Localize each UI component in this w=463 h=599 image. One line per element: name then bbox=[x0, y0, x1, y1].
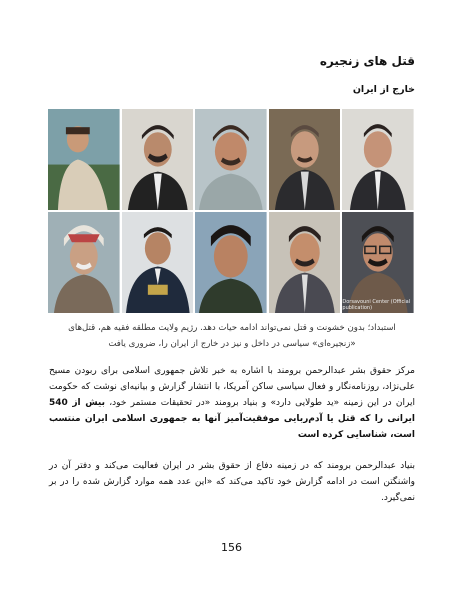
portrait-photo-5 bbox=[342, 109, 414, 210]
portrait-photo-10 bbox=[342, 212, 414, 313]
portrait-photo-7 bbox=[122, 212, 194, 313]
portrait-photo-6 bbox=[48, 212, 120, 313]
paragraph-1 bbox=[49, 363, 415, 443]
portrait-photo-4 bbox=[269, 109, 341, 210]
paragraph-1-bold-text: بیش از 540 ایرانی را که قتل یا آدم‌ربایی موفقیت‌آمیز آنها به جمهوری اسلامی ایران منتسب است، شناسایی کرده است bbox=[49, 398, 415, 440]
page-title: قتل های زنجیره bbox=[319, 54, 415, 68]
subtitle: خارج از ایران bbox=[352, 84, 415, 95]
portrait-photo-2 bbox=[122, 109, 194, 210]
paragraph-2: بنیاد عبدالرحمن برومند که در زمینه دفاع از حقوق بشر در ایران فعالیت می‌کند و دفتر آن در واشنگتن است در ادامه گزارش خود تاکید می‌کند که «این عدد همه موارد گزارش شده را در بر نمی‌گیرد. bbox=[49, 461, 415, 503]
portrait-photo-3 bbox=[195, 109, 267, 210]
photo-grid bbox=[48, 109, 414, 313]
portrait-photo-8 bbox=[195, 212, 267, 313]
portrait-photo-1 bbox=[48, 109, 120, 210]
photo-credit: Dorsavouni Center (Official publication) bbox=[342, 299, 411, 311]
photo-caption: استبداد؛ بدون خشونت و قتل نمی‌تواند ادامه حیات دهد. رژیم ولایت مطلقه فقیه هم، قتل‌های «زنجیره‌ای» سیاسی در داخل و نیز در خارج از ایران را، ضروری یافت bbox=[68, 323, 396, 349]
page-number: 156 bbox=[221, 541, 242, 554]
portrait-photo-9 bbox=[269, 212, 341, 313]
paragraph-1-text: مرکز حقوق بشر عبدالرحمن برومند با اشاره به خبر تلاش جمهوری اسلامی برای ربودن مسیح علی‌نژاد، روزنامه‌نگار و فعال سیاسی ساکن آمریکا، با انتشار گزارش و بیانیه‌ای نوشت که حکومت ایران در این زمینه «ید طولایی دارد» و بنیاد برومند «در تحقیقات مستمر خود، bbox=[49, 366, 415, 408]
